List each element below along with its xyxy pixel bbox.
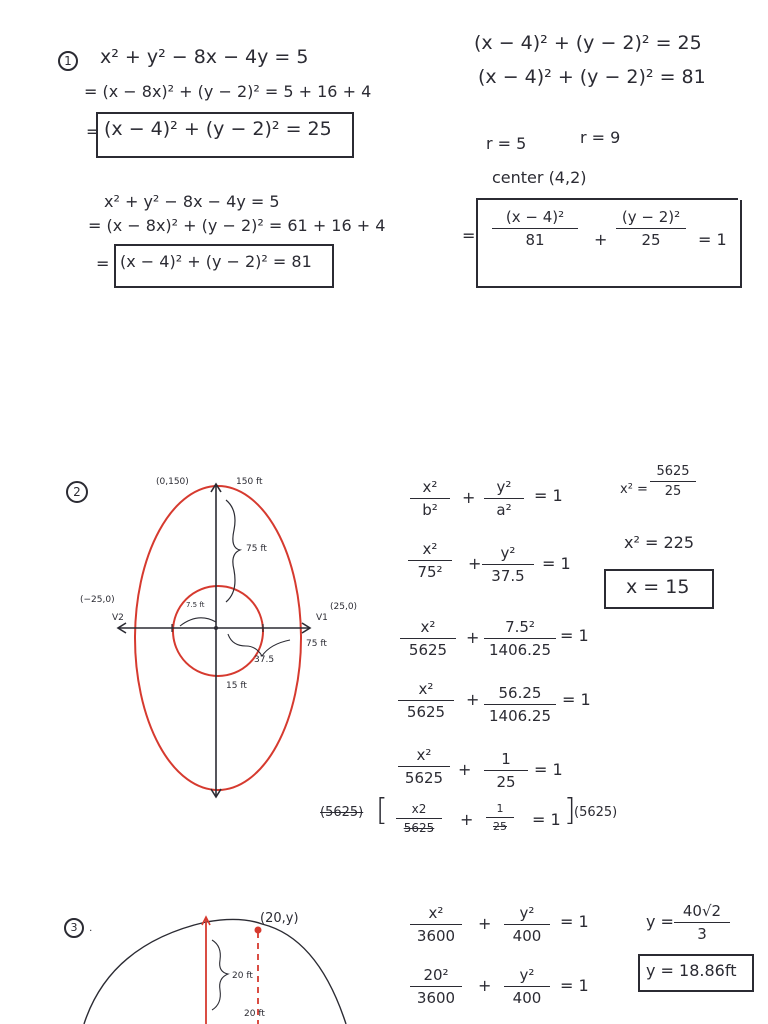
p2-step1-num2: y²	[496, 478, 512, 496]
p3-point-marker	[255, 927, 262, 934]
p2-side-xsq-lhs: x² =	[620, 482, 648, 497]
plus-sign: +	[458, 760, 472, 779]
p2-last-num2: 1	[496, 802, 504, 815]
p3-step1-frac2	[504, 904, 550, 945]
p1-right-equation-1: (x − 4)² + (y − 2)² = 25	[474, 32, 702, 54]
p3-brace	[212, 940, 228, 1010]
p2-label-7-5ft: 7.5 ft	[186, 601, 205, 609]
p1-equation-2: x² + y² − 8x − 4y = 5	[104, 192, 280, 211]
p2-step1-den2: a²	[496, 501, 512, 519]
p3-step1-rhs: = 1	[560, 912, 589, 931]
p1-ellipse-plus: +	[594, 230, 608, 249]
p2-side-xsq-225: x² = 225	[624, 533, 694, 552]
p2-label-right-point: (25,0)	[330, 602, 358, 612]
p2-step2-den1: 75²	[417, 563, 443, 581]
p2-last-num1: x2	[411, 802, 427, 816]
p1-frac1-denominator: 81	[525, 231, 545, 249]
p3-step2-den1: 3600	[416, 989, 456, 1007]
p2-step4-num1: x²	[418, 680, 434, 698]
p3-y-fraction	[674, 902, 730, 943]
p1-equals-sign-1: =	[86, 122, 100, 141]
p2-label-37-5: 37.5	[254, 655, 275, 665]
p2-step4-rhs: = 1	[562, 690, 591, 709]
p2-step2-rhs: = 1	[542, 554, 571, 573]
problem-1-number: 1	[58, 50, 78, 71]
p2-step1-den1: b²	[422, 501, 438, 519]
p2-side-den: 25	[664, 484, 682, 499]
p2-step5-den1: 5625	[404, 769, 444, 787]
p3-label-20ft-a: 20 ft	[232, 971, 253, 981]
p1-step-1: = (x − 8x)² + (y − 2)² = 5 + 16 + 4	[84, 82, 372, 101]
p2-answer: x = 15	[626, 576, 690, 598]
p3-step1-frac1	[410, 904, 462, 945]
plus-sign: +	[466, 690, 480, 709]
p3-y-num: 40√2	[682, 902, 722, 920]
p2-step5-num1: x²	[416, 746, 432, 764]
p3-answer: y = 18.86ft	[646, 961, 737, 980]
p2-step1-rhs: = 1	[534, 486, 563, 505]
p1-ellipse-prefix: =	[462, 226, 476, 245]
p1-step-2: = (x − 8x)² + (y − 2)² = 61 + 16 + 4	[88, 216, 386, 235]
p2-step3-den1: 5625	[408, 641, 448, 659]
p2-label-v2: V2	[112, 613, 124, 623]
p3-step2-rhs: = 1	[560, 976, 589, 995]
p3-label-20ft-b: 20 ft	[244, 1009, 265, 1019]
p1-center: center (4,2)	[492, 168, 587, 187]
p3-step1-num2: y²	[519, 904, 535, 922]
p2-last-bracket-open: [	[376, 793, 388, 828]
p1-frac2-denominator: 25	[641, 231, 661, 249]
plus-sign: +	[466, 628, 480, 647]
plus-sign: +	[478, 914, 492, 933]
p2-step1-num1: x²	[422, 478, 438, 496]
p1-right-equation-2: (x − 4)² + (y − 2)² = 81	[478, 66, 706, 88]
p2-last-bracket-close: ]	[564, 793, 576, 828]
p2-step5-den2: 25	[496, 773, 516, 791]
p2-step4-num2: 56.25	[498, 684, 542, 702]
p2-last-den1: 5625	[403, 821, 435, 835]
p2-label-v1: V1	[316, 613, 328, 623]
p3-step2-den2: 400	[512, 989, 542, 1007]
p3-point-label: (20,y)	[260, 911, 299, 926]
p2-last-prefix: (5625)	[320, 805, 364, 820]
p2-step3-den2: 1406.25	[488, 641, 552, 659]
p1-boxed-answer-2: (x − 4)² + (y − 2)² = 81	[120, 252, 312, 271]
p2-step3-num2: 7.5²	[505, 618, 535, 636]
p2-label-150ft: 150 ft	[236, 477, 263, 487]
p2-label-left-point: (−25,0)	[80, 595, 115, 605]
p1-radius-2: r = 9	[580, 128, 621, 147]
p1-frac2-numerator: (y − 2)²	[621, 208, 681, 226]
p3-step2-num1: 20²	[423, 966, 449, 984]
p3-step1-num1: x²	[428, 904, 444, 922]
plus-sign: +	[478, 976, 492, 995]
plus-sign: +	[462, 488, 476, 507]
p3-y-lhs: y =	[646, 912, 674, 931]
p3-step1-den1: 3600	[416, 927, 456, 945]
p3-step2-num2: y²	[519, 966, 535, 984]
p2-last-suffix: (5625)	[574, 805, 618, 820]
p2-step3-num1: x²	[420, 618, 436, 636]
p2-label-75ft-right: 75 ft	[306, 639, 327, 649]
p1-frac1-numerator: (x − 4)²	[505, 208, 565, 226]
problem-2-number: 2	[66, 481, 88, 503]
problem-3-number: 3 .	[64, 918, 92, 938]
p1-equals-sign-2: =	[96, 254, 110, 273]
plus-sign: +	[460, 810, 474, 829]
p3-step2-frac1	[410, 966, 462, 1007]
p2-last-den2: 25	[493, 820, 507, 833]
p2-step5-num2: 1	[501, 750, 511, 768]
p2-step5-rhs: = 1	[534, 760, 563, 779]
p3-step1-den2: 400	[512, 927, 542, 945]
p1-boxed-answer-1: (x − 4)² + (y − 2)² = 25	[104, 118, 332, 140]
p2-side-num: 5625	[656, 464, 690, 479]
p2-step3-rhs: = 1	[560, 626, 589, 645]
p2-step2-num1: x²	[422, 540, 438, 558]
p1-equation-1: x² + y² − 8x − 4y = 5	[100, 46, 309, 68]
p2-step4-den2: 1406.25	[488, 707, 552, 725]
p2-last-rhs: = 1	[532, 810, 561, 829]
p3-y-den: 3	[697, 925, 707, 943]
p2-label-15ft: 15 ft	[226, 681, 247, 691]
p2-step4-den1: 5625	[406, 703, 446, 721]
p1-radius-1: r = 5	[486, 134, 527, 153]
p2-label-top-point: (0,150)	[156, 477, 189, 487]
p1-ellipse-rhs: = 1	[698, 230, 727, 249]
p2-step2-den2: 37.5	[491, 567, 525, 585]
p2-step2-num2: y²	[500, 544, 516, 562]
p3-step2-frac2	[504, 966, 550, 1007]
p2-label-75ft-upper: 75 ft	[246, 544, 267, 554]
plus-sign: +	[468, 554, 482, 573]
